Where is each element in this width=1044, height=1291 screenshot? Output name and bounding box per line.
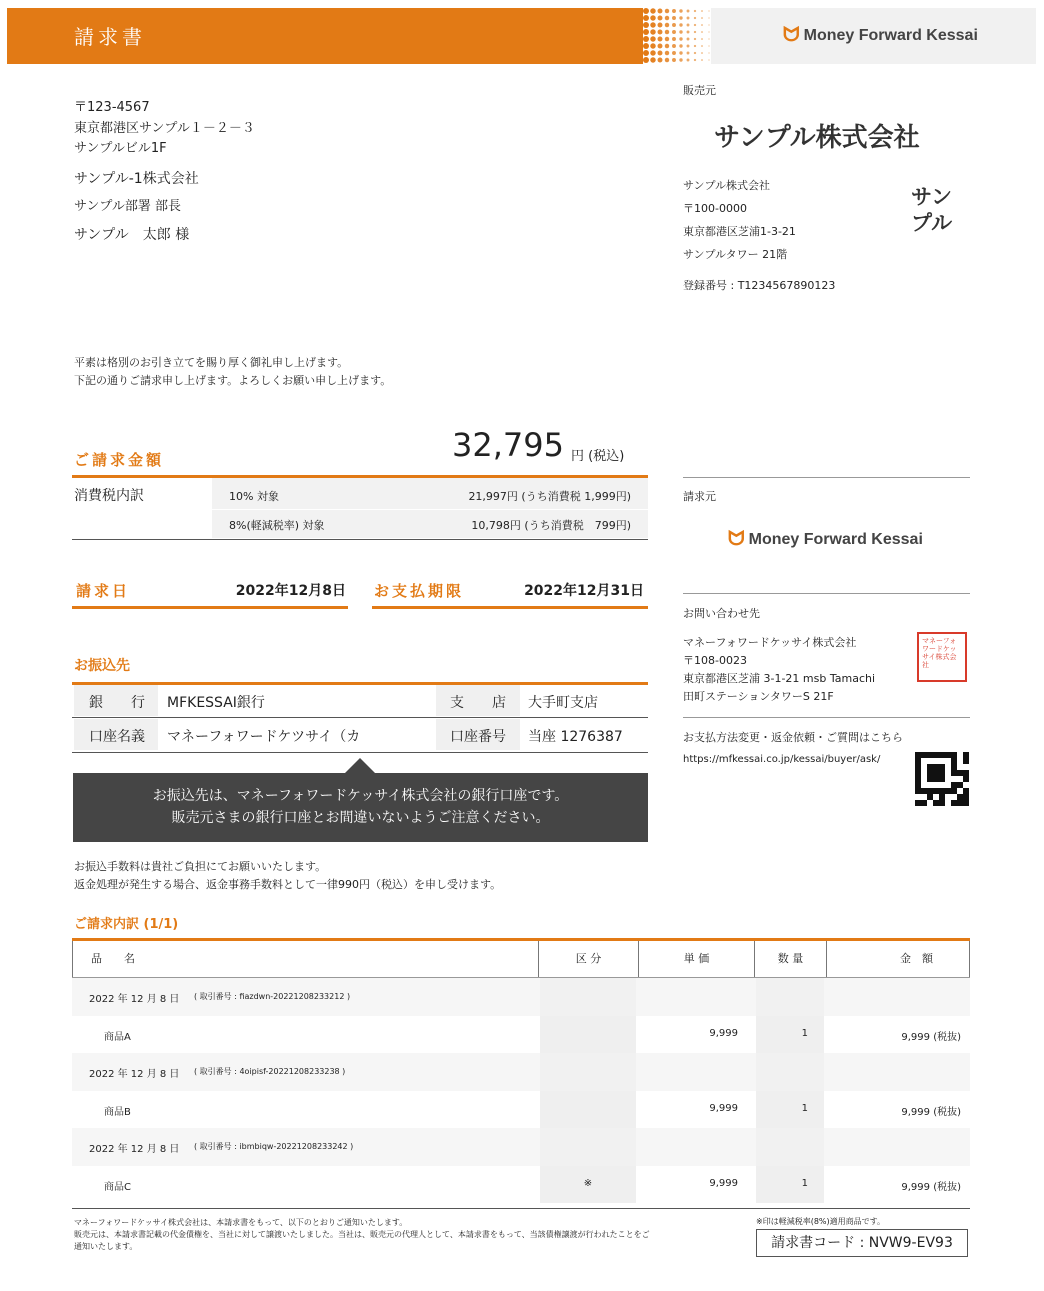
recipient-dept: サンプル部署 部長 bbox=[74, 199, 181, 214]
tax-bottom-line bbox=[72, 539, 648, 540]
tax-rate-8: 8%(軽減税率) 対象 bbox=[229, 519, 325, 532]
table-row bbox=[72, 1091, 970, 1129]
footer-notes bbox=[74, 1217, 734, 1253]
table-row bbox=[72, 1166, 970, 1204]
cell-qty: 1 bbox=[801, 1027, 808, 1039]
reduced-tax-note: ※印は軽減税率(8%)適用商品です。 bbox=[756, 1217, 885, 1226]
seller-registration: 登録番号 : T1234567890123 bbox=[683, 279, 836, 292]
greeting-line1: 平素は格別のお引き立てを賜り厚く御礼申し上げます。 bbox=[74, 356, 349, 369]
details-group-row bbox=[72, 978, 970, 1016]
contact-postal: 〒108-0023 bbox=[683, 654, 747, 667]
issue-date-label: 請求日 bbox=[76, 582, 131, 600]
help-url[interactable]: https://mfkessai.co.jp/kessai/buyer/ask/ bbox=[683, 754, 881, 765]
issuer-mid-line bbox=[683, 593, 970, 594]
cell-price: 9,999 bbox=[709, 1102, 738, 1114]
recipient-address2: サンプルビル1F bbox=[74, 141, 167, 156]
due-date-underline bbox=[372, 606, 648, 609]
recipient-name: サンプル 太郎 様 bbox=[74, 227, 190, 243]
seller-postal: 〒100-0000 bbox=[683, 202, 747, 215]
group-transaction-number: ( 取引番号 : fiazdwn-20221208233212 ) bbox=[194, 992, 351, 1001]
group-date: 2022 年 12 月 8 日 bbox=[89, 1069, 180, 1080]
cell-qty: 1 bbox=[801, 1177, 808, 1189]
bank-notice-callout bbox=[73, 773, 648, 842]
cell-item: 商品B bbox=[104, 1106, 131, 1118]
bank-mid-line bbox=[72, 717, 648, 718]
group-transaction-number: ( 取引番号 : ibmbiqw-20221208233242 ) bbox=[194, 1142, 354, 1151]
seller-stamp: サンプル bbox=[911, 185, 953, 235]
bank-bottom-line bbox=[72, 752, 648, 753]
branch-value: 大手町支店 bbox=[528, 695, 598, 711]
details-header-cell: 品 名 bbox=[72, 941, 538, 977]
branch-label: 支 店 bbox=[450, 695, 506, 711]
footer-line bbox=[72, 1208, 970, 1209]
details-header-cell: 金 額 bbox=[826, 941, 970, 977]
tax-value-10: 21,997円 (うち消費税 1,999円) bbox=[468, 490, 631, 503]
due-date-label: お支払期限 bbox=[374, 582, 465, 600]
money-forward-logo-icon: ᗢ bbox=[783, 24, 800, 46]
seller-address1: 東京都港区芝浦1-3-21 bbox=[683, 225, 796, 238]
cell-kubun: ※ bbox=[583, 1177, 593, 1189]
recipient-address1: 東京都港区サンプル１－２－３ bbox=[74, 121, 255, 136]
bank-top-line bbox=[72, 682, 648, 685]
details-header-cell: 区 分 bbox=[538, 941, 638, 977]
group-date: 2022 年 12 月 8 日 bbox=[89, 994, 180, 1005]
invoice-code: 請求書コード : NVW9-EV93 bbox=[756, 1229, 968, 1257]
issuer-top-line bbox=[683, 477, 970, 478]
contact-label: お問い合わせ先 bbox=[683, 607, 760, 620]
details-header-cell: 単 価 bbox=[638, 941, 754, 977]
tax-row-separator bbox=[212, 509, 648, 510]
cell-amount: 9,999 (税抜) bbox=[901, 1031, 961, 1043]
callout-arrow bbox=[345, 758, 375, 773]
cell-amount: 9,999 (税抜) bbox=[901, 1106, 961, 1118]
bank-section-label: お振込先 bbox=[74, 658, 130, 674]
issuer-label: 請求元 bbox=[683, 490, 716, 503]
issue-date-value: 2022年12月8日 bbox=[235, 583, 346, 599]
details-group-row bbox=[72, 1128, 970, 1166]
document-title: 請求書 bbox=[74, 25, 146, 49]
money-forward-logo-icon: ᗢ bbox=[728, 528, 745, 550]
cell-qty: 1 bbox=[801, 1102, 808, 1114]
dot-pattern-decoration bbox=[643, 8, 711, 64]
holder-value: マネーフォワードケツサイ（カ bbox=[167, 729, 361, 745]
seller-company: サンプル株式会社 bbox=[683, 179, 771, 192]
amount-label: ご請求金額 bbox=[74, 451, 165, 469]
cell-item: 商品A bbox=[104, 1031, 131, 1043]
recipient-company: サンプル-1株式会社 bbox=[74, 171, 199, 187]
details-title: ご請求内訳 (1/1) bbox=[74, 917, 179, 932]
table-row bbox=[72, 1016, 970, 1054]
bank-value: MFKESSAI銀行 bbox=[167, 695, 265, 711]
qr-code-icon[interactable] bbox=[915, 752, 969, 806]
bank-label: 銀 行 bbox=[89, 695, 145, 711]
cell-item: 商品C bbox=[104, 1181, 131, 1193]
fee-note2: 返金処理が発生する場合、返金事務手数料として一律990円（税込）を申し受けます。 bbox=[74, 878, 502, 891]
footer-note3: 通知いたします。 bbox=[74, 1242, 138, 1251]
greeting-line2: 下記の通りご請求申し上げます。よろしくお願い申し上げます。 bbox=[74, 374, 392, 387]
group-date: 2022 年 12 月 8 日 bbox=[89, 1144, 180, 1155]
seller-address2: サンプルタワー 21階 bbox=[683, 248, 788, 261]
header-logo: ᗢ Money Forward Kessai bbox=[783, 24, 978, 46]
bank-notice-line1: お振込先は、マネーフォワードケッサイ株式会社の銀行口座です。 bbox=[152, 788, 569, 804]
due-date-value: 2022年12月31日 bbox=[524, 583, 644, 599]
cell-price: 9,999 bbox=[709, 1027, 738, 1039]
group-transaction-number: ( 取引番号 : 4oipisf-20221208233238 ) bbox=[194, 1067, 346, 1076]
seller-label: 販売元 bbox=[683, 84, 716, 97]
cell-price: 9,999 bbox=[709, 1177, 738, 1189]
recipient-postal: 〒123-4567 bbox=[74, 100, 150, 115]
issuer-bottom-line bbox=[683, 717, 970, 718]
number-label: 口座番号 bbox=[450, 729, 506, 745]
contact-address2: 田町ステーションタワーS 21F bbox=[683, 690, 834, 703]
cell-amount: 9,999 (税抜) bbox=[901, 1181, 961, 1193]
seller-company-title: サンプル株式会社 bbox=[714, 123, 920, 153]
bank-notice-line2: 販売元さまの銀行口座とお間違いないようご注意ください。 bbox=[171, 810, 550, 826]
issue-date-underline bbox=[72, 606, 348, 609]
holder-label: 口座名義 bbox=[89, 729, 145, 745]
issuer-logo: ᗢ Money Forward Kessai bbox=[728, 528, 923, 550]
fee-note1: お振込手数料は貴社ご負担にてお願いいたします。 bbox=[74, 860, 327, 873]
tax-breakdown-label: 消費税内訳 bbox=[74, 488, 144, 504]
amount-value: 32,795 bbox=[452, 426, 564, 464]
amount-unit: 円 (税込) bbox=[571, 449, 625, 464]
details-header-row bbox=[72, 941, 970, 978]
footer-note1: マネーフォワードケッサイ株式会社は、本請求書をもって、以下のとおりご通知いたします。 bbox=[74, 1218, 408, 1227]
contact-address1: 東京都港区芝浦 3-1-21 msb Tamachi bbox=[683, 672, 876, 685]
number-value: 当座 1276387 bbox=[528, 729, 623, 745]
details-group-row bbox=[72, 1053, 970, 1091]
details-header-cell: 数 量 bbox=[754, 941, 826, 977]
contact-company: マネーフォワードケッサイ株式会社 bbox=[683, 636, 857, 649]
tax-rate-10: 10% 対象 bbox=[229, 490, 279, 503]
company-seal-stamp: マネーフォワードケッサイ株式会社 bbox=[917, 632, 967, 682]
tax-value-8: 10,798円 (うち消費税 799円) bbox=[471, 519, 631, 532]
footer-note2: 販売元は、本請求書記載の代金債権を、当社に対して譲渡いたしました。当社は、販売元の代理人として、本請求書をもって、当該債権譲渡が行われたことをご bbox=[74, 1230, 650, 1239]
help-label: お支払方法変更・返金依頼・ご質問はこちら bbox=[683, 731, 903, 744]
